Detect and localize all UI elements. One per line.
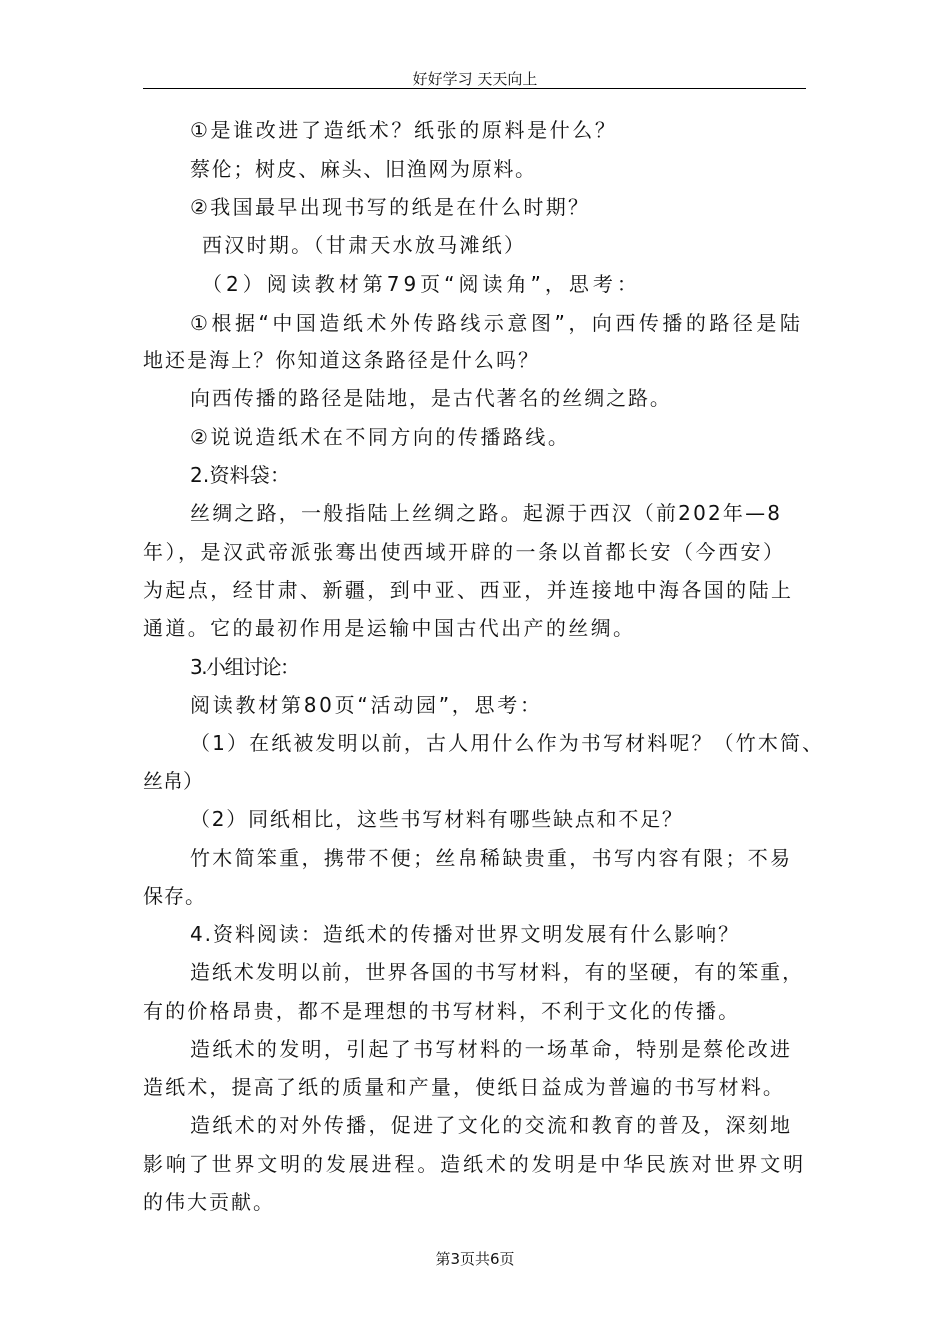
text-line: 阅读教材第80页“活动园”，思考：	[190, 693, 543, 717]
text-line: 造纸术的发明，引起了书写材料的一场革命，特别是蔡伦改进	[190, 1037, 793, 1061]
text-line: 造纸术发明以前，世界各国的书写材料，有的坚硬，有的笨重，	[190, 960, 805, 984]
text-line: 通道。它的最初作用是运输中国古代出产的丝绸。	[143, 616, 636, 640]
text-line: ②说说造纸术在不同方向的传播路线。	[190, 425, 571, 449]
text-line: ②我国最早出现书写的纸是在什么时期？	[190, 195, 591, 219]
text-line: 竹木简笨重，携带不便；丝帛稀缺贵重，书写内容有限；不易	[190, 846, 793, 870]
section-heading: 2.资料袋：	[190, 463, 291, 487]
text-line: ①是谁改进了造纸术？纸张的原料是什么？	[190, 118, 618, 142]
text-line: （1）在纸被发明以前，古人用什么作为书写材料呢？（竹木简、	[190, 731, 825, 755]
page-footer: 第3页共6页	[435, 1250, 515, 1268]
text-line: 丝绸之路，一般指陆上丝绸之路。起源于西汉（前202年—8	[190, 501, 783, 525]
text-line: 为起点，经甘肃、新疆，到中亚、西亚，并连接地中海各国的陆上	[143, 578, 794, 602]
text-line: 丝帛）	[143, 769, 203, 793]
text-line: 年），是汉武帝派张骞出使西域开辟的一条以首都长安（今西安）	[143, 540, 786, 564]
text-line: 的伟大贡献。	[143, 1190, 275, 1214]
text-line: （2）同纸相比，这些书写材料有哪些缺点和不足？	[190, 807, 684, 831]
text-line: 有的价格昂贵，都不是理想的书写材料，不利于文化的传播。	[143, 999, 741, 1023]
text-line: （2）阅读教材第79页“阅读角”，思考：	[202, 272, 641, 296]
text-line: 保存。	[143, 884, 206, 908]
text-line: 造纸术的对外传播，促进了文化的交流和教育的普及，深刻地	[190, 1113, 793, 1137]
page-header: 好好学习 天天向上	[412, 70, 538, 88]
text-line: 地还是海上？你知道这条路径是什么吗？	[143, 348, 541, 372]
header-divider	[143, 88, 806, 89]
text-line: 西汉时期。（甘肃天水放马滩纸）	[202, 233, 527, 257]
text-line: 造纸术，提高了纸的质量和产量，使纸日益成为普遍的书写材料。	[143, 1075, 786, 1099]
text-line: 向西传播的路径是陆地，是古代著名的丝绸之路。	[190, 386, 672, 410]
text-line: 影响了世界文明的发展进程。造纸术的发明是中华民族对世界文明	[143, 1152, 806, 1176]
section-heading: 4.资料阅读：造纸术的传播对世界文明发展有什么影响？	[190, 922, 741, 946]
text-line: ①根据“中国造纸术外传路线示意图”，向西传播的路径是陆	[190, 311, 804, 335]
text-line: 蔡伦；树皮、麻头、旧渔网为原料。	[190, 157, 537, 181]
section-heading: 3.小组讨论：	[190, 655, 299, 679]
